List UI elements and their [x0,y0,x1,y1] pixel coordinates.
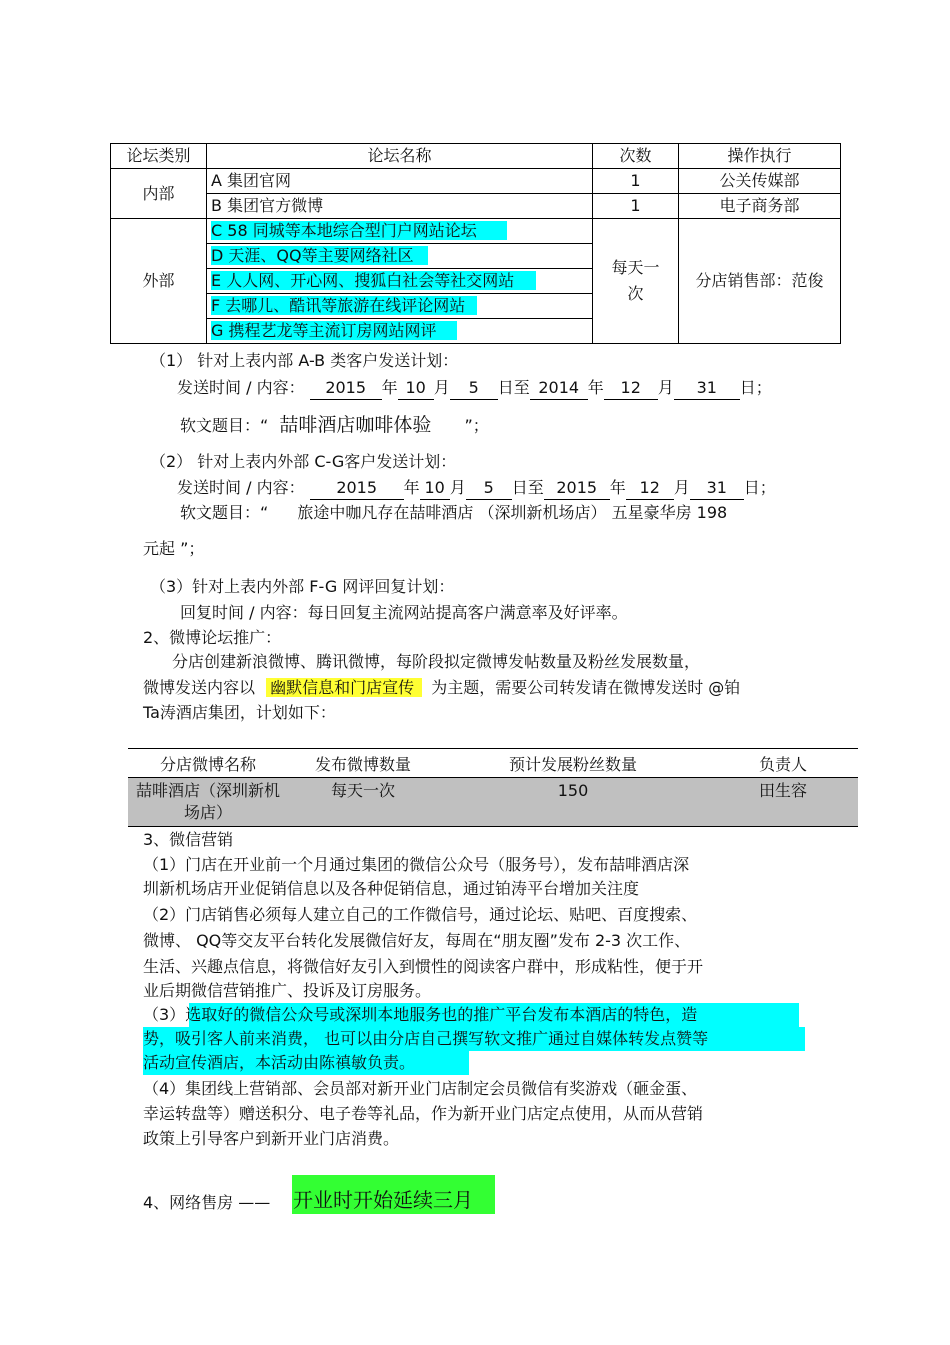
month-2: 12 [626,477,674,500]
table-header: 论坛名称 [207,144,593,169]
sec4-highlight: 开业时开始延续三月 [293,1188,473,1212]
forum-name-text: D 天涯、QQ等主要网络社区 [211,246,428,265]
executor-cell: 电子商务部 [679,194,841,219]
unit: 日至 [497,378,530,397]
table-row [128,778,858,827]
unit: 年 [587,378,604,397]
table-header: 发布微博数量 [288,749,438,778]
sec4-title: 4、网络售房 —— [143,1193,271,1212]
weibo-owner: 田生容 [708,778,858,827]
sec3-line: （2）门店销售必须每人建立自己的工作微信号，通过论坛、贴吧、百度搜索、 [143,905,698,924]
sec3-line: 业后期微信营销推广、投诉及订房服务。 [143,981,432,1000]
unit: 年 [381,378,398,397]
forum-name: B 集团官方微博 [207,194,593,219]
forum-name [207,219,593,244]
day-2: 31 [674,377,740,400]
table-header: 负责人 [708,749,858,778]
plan2-soft-cont: 元起 ”； [143,539,205,558]
sec3-p3-text: 选取好的微信公众号或深圳本地服务也的推广平台发布本酒店的特色，造 [185,1005,698,1024]
day-1: 5 [450,377,498,400]
table-header: 分店微博名称 [128,749,288,778]
send-label: 发送时间 / 内容： [177,378,305,397]
plan3-title: （3）针对上表内外部 F-G 网评回复计划： [150,577,455,596]
plan1-send-line [177,377,772,400]
sec3-line: 圳新机场店开业促销信息以及各种促销信息，通过铂涛平台增加关注度 [143,879,640,898]
unit: 年 [609,478,626,497]
executor-cell: 分店销售部：范俊 [679,219,841,344]
plan3-reply: 回复时间 / 内容：每日回复主流网站提高客户满意率及好评率。 [180,603,628,622]
unit: 月 [673,478,690,497]
sec3-title: 3、微信营销 [143,830,234,849]
soft-title: 旅途中咖凡存在喆啡酒店 （深圳新机场店） 五星豪华房 198 [297,503,728,522]
plan1-soft-line [180,414,489,437]
weibo-count: 每天一次 [288,778,438,827]
sec2-p3: Ta涛酒店集团，计划如下： [143,703,336,722]
sec3-line: （1）门店在开业前一个月通过集团的微信公众号（服务号），发布喆啡酒店深 [143,855,690,874]
sec3-p3-prefix: （3） [143,1005,186,1024]
forum-name: A 集团官网 [207,169,593,194]
sec2-title: 2、微博论坛推广： [143,628,282,647]
forum-name [207,319,593,344]
weibo-table [128,748,858,827]
plan2-send-line [177,477,776,500]
table-row [111,169,841,194]
executor-cell: 公关传媒部 [679,169,841,194]
forum-name-text: C 58 同城等本地综合型门户网站论坛 [211,221,507,240]
sec3-p3-line: 势，吸引客人前来消费， 也可以由分店自己撰写软文推广通过自媒体转发点赞等 [143,1029,709,1048]
forum-name-text: G 携程艺龙等主流订房网站网评 [211,321,457,340]
forum-name [207,244,593,269]
sec3-p3-line [143,1004,697,1026]
sec2-p2-end: 为主题，需要公司转发请在微博发送时 @铂 [431,678,741,697]
weibo-name-text: 喆啡酒店（深圳新机场店） [135,781,280,822]
plan1-title: （1） 针对上表内部 A-B 类客户发送计划： [150,351,459,370]
times-cell: 1 [593,169,679,194]
table-header-row [111,144,841,169]
table-header: 次数 [593,144,679,169]
forum-table [110,143,841,344]
times-text: 每天一次 [611,258,660,303]
table-header: 预计发展粉丝数量 [438,749,708,778]
sec3-p4-line: 幸运转盘等）赠送积分、电子卷等礼品，作为新开业门店定点使用，从而从营销 [143,1104,704,1123]
weibo-fans: 150 [438,778,708,827]
sec2-p2 [143,677,740,699]
month-1: 10 [398,377,434,400]
table-row [111,219,841,244]
soft-title: 喆啡酒店咖啡体验 [279,414,432,436]
forum-name [207,269,593,294]
times-cell: 1 [593,194,679,219]
year-1: 2015 [310,377,382,400]
sec2-highlight: 幽默信息和门店宣传 [266,678,422,697]
table-header: 操作执行 [679,144,841,169]
table-row [111,194,841,219]
unit: 年 [403,478,420,497]
sec3-p4-line: （4）集团线上营销部、会员部对新开业门店制定会员微信有奖游戏（砸金蛋、 [143,1079,698,1098]
table-header-row [128,749,858,778]
sec2-p1: 分店创建新浪微博、腾讯微博，每阶段拟定微博发帖数量及粉丝发展数量， [172,652,701,671]
table-header: 论坛类别 [111,144,207,169]
forum-name-text: F 去哪儿、酷讯等旅游在线评论网站 [211,296,477,315]
sec2-p2-start: 微博发送内容以 [143,678,256,697]
plan2-soft-line [180,502,727,524]
forum-name-text: E 人人网、开心网、搜狐白社会等社交网站 [211,271,536,290]
times-cell [593,219,679,344]
unit: 月 [449,478,466,497]
month-1: 10 [420,477,450,500]
weibo-name [128,778,288,827]
unit: 月 [657,378,674,397]
plan2-title: （2） 针对上表内外部 C-G客户发送计划： [150,452,457,471]
day-2: 31 [690,477,744,500]
soft-label: 软文题目：“ [180,503,269,522]
sec3-p4-line: 政策上引导客户到新开业门店消费。 [143,1129,400,1148]
unit: 日； [739,378,772,397]
year-2: 2014 [530,377,588,400]
forum-name [207,294,593,319]
unit: 日至 [511,478,544,497]
sec3-p3-line: 活动宣传酒店，本活动由陈禛敏负责。 [143,1053,416,1072]
send-label: 发送时间 / 内容： [177,478,305,497]
unit: 月 [433,378,450,397]
category-external: 外部 [111,219,207,344]
sec3-line: 微博、 QQ等交友平台转化发展微信好友，每周在“朋友圈”发布 2-3 次工作、 [143,931,691,950]
soft-label: 软文题目：“ [180,416,269,435]
sec3-line: 生活、兴趣点信息，将微信好友引入到惯性的阅读客户群中，形成粘性，便于开 [143,957,704,976]
soft-end: ”； [464,416,489,435]
day-1: 5 [466,477,512,500]
year-2: 2015 [544,477,610,500]
category-internal: 内部 [111,169,207,219]
year-1: 2015 [310,477,404,500]
month-2: 12 [604,377,658,400]
unit: 日； [743,478,776,497]
